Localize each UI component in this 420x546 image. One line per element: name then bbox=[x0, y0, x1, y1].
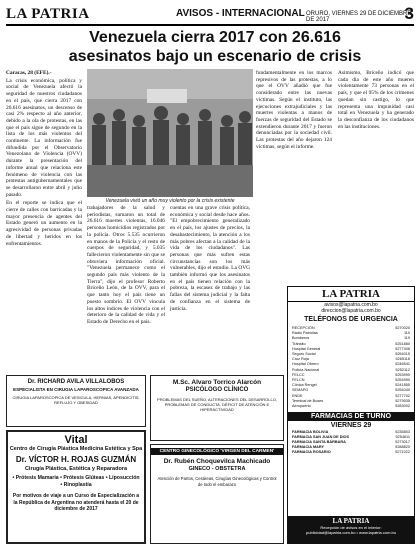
phone-number: 5241855 bbox=[395, 383, 410, 388]
article-column-4 bbox=[256, 70, 332, 282]
ad-vital-title: Vital bbox=[64, 434, 88, 446]
phone-entity: Radio Patrullas bbox=[292, 331, 318, 336]
phone-number: 110 bbox=[403, 331, 410, 336]
issue-date: ORURO, VIERNES 29 DE DICIEMBRE DE 2017 bbox=[306, 11, 412, 23]
ad-vital-services: • Prótesis Mamaria • Prótesis Glúteas • Liposucción • Rinoplastía bbox=[12, 475, 140, 488]
ad-gyn-name: Dr. Rubén Choquevilca Machicado bbox=[163, 458, 271, 465]
column-5-text: Asimismo, Briceño indicó que cada día de este año mueren violentamente 73 personas en el país, y que el 95% de los crímenes quedan sin castigo, lo que representa una impunidad casi total en Venezuela y ha generado la desconfianza de los ciudadanos en las instituciones. bbox=[338, 70, 414, 130]
pharmacy-heading: FARMACIAS DE TURNO bbox=[288, 412, 414, 421]
article-column-3 bbox=[170, 205, 250, 317]
phone-entity: Hospital General bbox=[292, 346, 321, 351]
footer-brand: LA PATRIA bbox=[332, 517, 370, 525]
directory-email-1: avisos@lapatria.com.bo bbox=[324, 302, 378, 308]
article-column-5 bbox=[338, 70, 414, 282]
column-1-text: La crisis económica, política y social de Venezuela afectó la seguridad de nuestros ciudadanos en el país, que cierra 2017 con 26.616 asesinatos, un descenso de casi 2% respecto al año anterior, debido a la ola de protestas, en las que el país sigue de segundo en la lista de los más violentos del continente. La información fue difundida por el Observatorio Venezolano de Violencia (OVV) durante la presentación del informe anual que relaciona este fenómeno de violencia con las protestas antigubernamentales que se desarrollaron entre abril y julio pasado. bbox=[6, 77, 82, 198]
pharmacy-phone: 5273017 bbox=[395, 440, 410, 445]
ad-vital-role: Cirugía Plástica, Estética y Reparadora bbox=[24, 466, 128, 472]
ad-psychologist bbox=[150, 375, 284, 441]
phone-number: 5251880 bbox=[395, 341, 410, 346]
pharmacy-name: FARMACIA ROSARIO bbox=[292, 450, 331, 455]
emergency-phone-row bbox=[288, 404, 414, 409]
pharmacy-phone: 5235803 bbox=[395, 430, 410, 435]
phone-entity: Seguro Social bbox=[292, 352, 316, 357]
emergency-directory bbox=[287, 286, 415, 544]
phone-entity: Bomberos bbox=[292, 336, 310, 341]
phone-entity: FELCC bbox=[292, 372, 305, 377]
column-2-text: trabajadores de la salud y periodistas, sumaron un total de 26.616 muertes violentas, 16.046 personas homicidios registrados por la policía. Otros 5.535 ocurrieron en manos de la Policía y el resto de cuerpos de seguridad, y 5.035 fallecieron violentamente sin que se obtuviera información oficial. "Venezuela permanece como el segundo país más violento de la Tierra", dijo el profesor Roberto Briceño León, de la OVV, para el que tanto hoy el país tiene un puesto sombrío. El OVV vincula los altos índices de violencia con el deterioro de la calidad de vida y el Estado de Derecho en el país. bbox=[87, 205, 165, 325]
ad-surgeon-specialty: ESPECIALISTA EN CIRUGIA LAPAROSCOPICA AVANZADA bbox=[13, 387, 139, 392]
phone-entity: Cruz Roja bbox=[292, 357, 309, 362]
phone-number: 119 bbox=[403, 336, 410, 341]
ad-surgeon-name: Dr. RICHARD AVILA VILLALOBOS bbox=[27, 379, 125, 385]
ad-psych-title: PSICÓLOGO CLÍNICO bbox=[185, 387, 249, 393]
footer-line-1: Recepción de avisos en el interior: bbox=[320, 525, 382, 530]
pharmacy-name: FARMACIA SAN JUAN DE DIOS bbox=[292, 435, 350, 440]
ad-gyn-details: Atención de Partos, Cesáreas, Cirugías Ginecológicas y Control de todo el embarazo bbox=[157, 476, 277, 487]
phone-number: 5254990 bbox=[395, 378, 410, 383]
phone-entity: Aeropuerto bbox=[292, 404, 311, 409]
ad-vital-doctor: Dr. VÍCTOR H. ROJAS GUZMÁN bbox=[15, 455, 137, 464]
directory-brand: LA PATRIA bbox=[288, 287, 414, 302]
phone-number: 5265116 bbox=[395, 357, 410, 362]
newspaper-name: LA PATRIA bbox=[6, 6, 90, 22]
ad-vital-subtitle: Centro de Cirugía Plástica Medicina Estética y Spa bbox=[9, 446, 143, 452]
pharmacy-phone: 5271022 bbox=[395, 450, 410, 455]
directory-email-2: direccion@lapatria.com.bo bbox=[321, 308, 381, 314]
ad-surgeon bbox=[6, 375, 146, 427]
headline-line-1: Venezuela cierra 2017 con 26.616 bbox=[89, 29, 341, 46]
emergency-phones-heading: TELÉFONOS DE URGENCIA bbox=[304, 316, 398, 323]
article-dateline: Caracas, 28 (EFE).- bbox=[6, 70, 52, 76]
phone-number: 5246541 bbox=[395, 362, 410, 367]
article-column-2 bbox=[87, 205, 165, 325]
pharmacy-row bbox=[288, 450, 414, 455]
phone-entity: SEMAPO bbox=[292, 388, 309, 393]
ad-vital-clinic bbox=[6, 430, 146, 544]
page-number: 3 bbox=[404, 4, 414, 23]
headline-line-2: asesinatos bajo un escenario de crisis bbox=[68, 48, 362, 65]
ad-psych-name: M.Sc. Alvaro Torrico Alarcón bbox=[172, 379, 262, 386]
phone-number: 5277702 bbox=[395, 393, 410, 398]
ad-gyn-title: GINECO - OBSTETRA bbox=[188, 466, 246, 472]
pharmacy-day: VIERNES 29 bbox=[330, 422, 372, 430]
masthead bbox=[6, 4, 414, 26]
pharmacy-list bbox=[288, 430, 414, 455]
section-title: AVISOS - INTERNACIONAL bbox=[176, 8, 305, 19]
column-3-text: cuentas en una grave crisis política, económica y social desde hace años. "El empobrecimiento generalizado en el país, los ajustes de precios, la desabastecimiento, la atención a los más pobres afectan a la calidad de la vida de los ciudadanos". Las personas que más sufren estas circunstancias son los más vulnerables, dijo el estudio. La OVG también informó que los asesinatos en el país tienen relación con la pobreza, la escasez de trabajo y las fallas del sistema judicial y la falta de confianza en el sistema de justicia. bbox=[170, 205, 250, 312]
phone-entity: Tránsito bbox=[292, 341, 306, 346]
pharmacy-phone: 5288820 bbox=[395, 445, 410, 450]
ad-vital-note: Por motivos de viaje a un Curso de Especialización a la República de Argentina no atenderá hasta el 20 de diciembre de 2017 bbox=[12, 493, 140, 512]
photo-caption: Venezuela vivió un año muy violento por la crisis existente bbox=[105, 198, 235, 204]
phone-number: 5270020 bbox=[395, 326, 410, 330]
phone-entity: FELCN bbox=[292, 378, 305, 383]
ad-gyn-clinic: CENTRO GINECOLÓGICO 'VIRGEN DEL CARMEN' bbox=[151, 448, 283, 455]
article-headline bbox=[40, 28, 390, 66]
phone-number: 5254015 bbox=[395, 352, 410, 357]
phone-number: 5277408 bbox=[395, 346, 410, 351]
ad-psych-details: PROBLEMAS DEL SUEÑO, ALTERACIONES DEL DESARROLLO, PROBLEMAS DE CONDUCTA, DÉFICIT DE ATENCIÓN E HIPERACTIVIDAD bbox=[157, 397, 277, 412]
phone-entity: ENDE bbox=[292, 393, 303, 398]
article-photo bbox=[87, 69, 253, 197]
emergency-phone-list bbox=[288, 326, 414, 409]
pharmacy-phone: 5254611 bbox=[395, 435, 410, 440]
phone-entity: Policía Nacional bbox=[292, 367, 320, 372]
column-4-text: fundamentalmente en los marcos represivos de las protestas, a lo que el OVV añadió que fue considerado entre las nuevas víctimas. Según el instituto, las ejecuciones extrajudiciales y las muertes violentas a manos de fuerzas de seguridad del Estado se extendieron durante 2017 y fueron denunciadas por la sociedad civil. Las protestas del año dejaron 124 víctimas, según el informe. bbox=[256, 70, 332, 150]
directory-footer bbox=[287, 516, 415, 544]
phone-number: 5283002 bbox=[395, 404, 410, 409]
phone-entity: Clínica Rengel bbox=[292, 383, 317, 388]
footer-line-2: publicidad@lapatria.com.bo • www.lapatria.com.bo bbox=[306, 530, 396, 535]
pharmacy-name: FARMACIA SANTA BÁRBARA bbox=[292, 440, 346, 445]
phone-entity: Terminal de Buses bbox=[292, 398, 324, 403]
phone-number: 5279535 bbox=[395, 398, 410, 403]
article-column-1 bbox=[6, 70, 82, 256]
ad-surgeon-details: CIRUGIA LAPAROSCOPICA DE VESICULA, HERNIAS, APENDICITIS, REFLUJO Y OBESIDAD bbox=[12, 395, 140, 405]
ad-gynecologist bbox=[150, 444, 284, 544]
phone-number: 5252112 bbox=[395, 367, 410, 372]
phone-entity: RECEPCIÓN bbox=[292, 326, 315, 330]
column-1b-text: En el reporte se indica que el cierre de calles con barricadas y la mayor presencia de agentes del Estado generó un aumento en la agresividad de personas privadas de libertad y heridos en los enfrentamientos. bbox=[6, 200, 82, 247]
phone-number: 5253990 bbox=[395, 372, 410, 377]
pharmacy-name: FARMACIA BOLIVIA bbox=[292, 430, 329, 435]
phone-number: 5254040 bbox=[395, 388, 410, 393]
phone-entity: Hospital Obrero bbox=[292, 362, 319, 367]
pharmacy-name: FARMACIA MARY bbox=[292, 445, 324, 450]
